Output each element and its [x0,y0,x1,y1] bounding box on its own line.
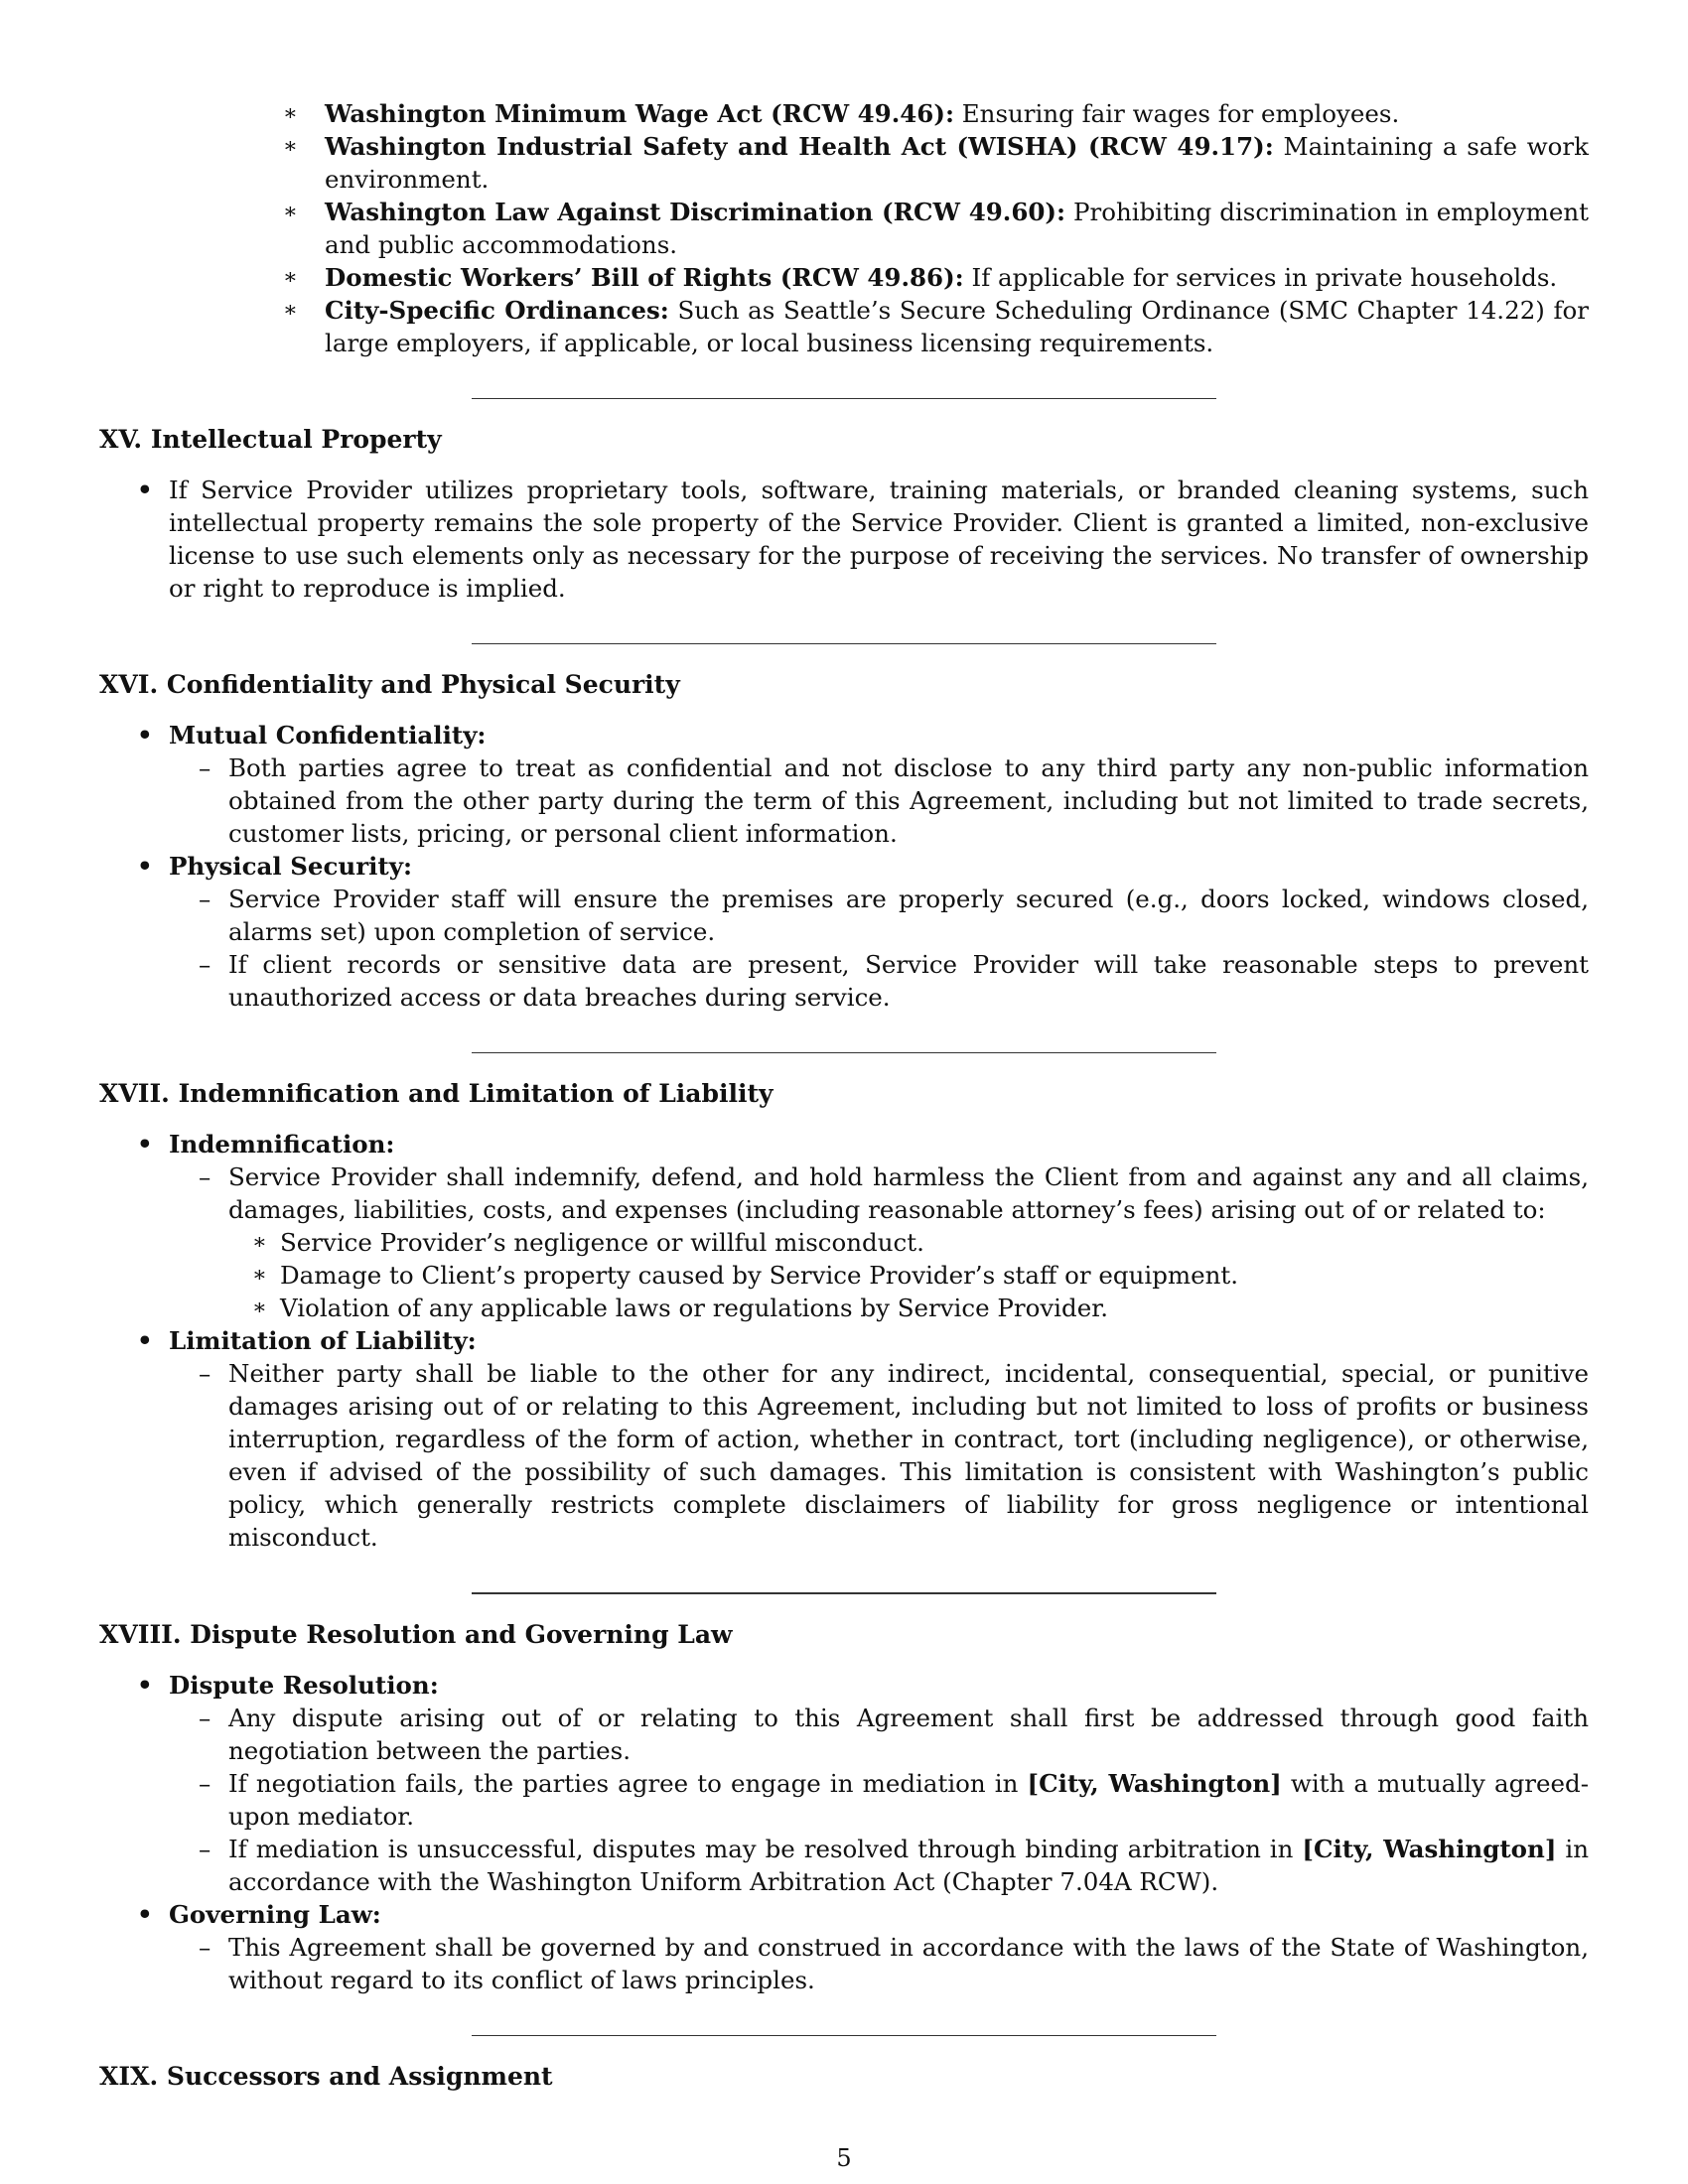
section-xvi-list [99,719,1589,1014]
list-item: ∗ Service Provider’s negligence or willful misconduct. [252,1228,924,1257]
list-item: • Limitation of Liability: – Neither party shall be liable to the other for any indirect, incidental, consequential, special, or punitive damages arising out of or relating to this Agreement, including but not limited to loss of profits or business interruption, regardless of the form of action, whether in contract, tort (including negligence), or otherwise, even if advised of the possibility of such damages. This limitation is consistent with Washington’s public policy, which generally restricts complete disclaimers of liability for gross negligence or intentional misconduct. [137,1326,1589,1552]
list-item: – Both parties agree to treat as confidential and not disclose to any third party any non-public information obtained from the other party during the term of this Agreement, including but not limited to trade secrets, customer lists, pricing, or personal client information. [199,753,1589,848]
sub-sub-list [169,1226,1589,1324]
list-item: • If Service Provider utilizes proprietary tools, software, training materials, or branded cleaning systems, such intellectual property remains the sole property of the Service Provider. Client is granted a limited, non-exclusive license to use such elements only as necessary for the purpose of receiving the services. No transfer of ownership or right to reproduce is implied. [137,476,1589,603]
list-item: • Mutual Confidentiality: – Both parties agree to treat as confidential and not disclose to any third party any non-public information obtained from the other party during the term of this Agreement, including but not limited to trade secrets, customer lists, pricing, or personal client information. [137,721,1589,848]
section-divider [472,398,1216,399]
section-heading-xviii: XVIII. Dispute Resolution and Governing Law [99,1620,733,1649]
list-item: – Neither party shall be liable to the other for any indirect, incidental, consequential, special, or punitive damages arising out of or relating to this Agreement, including but not limited to loss of profits or business interruption, regardless of the form of action, whether in contract, tort (including negligence), or otherwise, even if advised of the possibility of such damages. This limitation is consistent with Washington’s public policy, which generally restricts complete disclaimers of liability for gross negligence or intentional misconduct. [199,1359,1589,1552]
page-number: 5 [836,2144,852,2172]
list-item: • Dispute Resolution: – Any dispute arising out of or relating to this Agreement shall first be addressed through good faith negotiation between the parties. – If negotiation fails, the parties agree to engage in mediation in [City, Washington] with a mutually agreed-upon mediator. – If mediation is unsuccessful, disputes may be resolved through binding arbitration in [City, Washington] in accordance with the Washington Uniform Arbitration Act (Chapter 7.04A RCW). [137,1671,1589,1896]
list-item: ∗ Washington Minimum Wage Act (RCW 49.46): Ensuring fair wages for employees. [283,99,1400,128]
regulations-list [99,97,1589,359]
section-divider [472,1592,1216,1594]
list-item: • Indemnification: – Service Provider shall indemnify, defend, and hold harmless the Client from and against any and all claims, damages, liabilities, costs, and expenses (including reasonable attorney’s fees) arising out of or related to: ∗ Service Provider’s negligence or willful misconduct. ∗ Damage to Client’s property caused by Service Provider’s staff or equipment. ∗ Violation of any applicable laws or regulations by Service Provider. [137,1130,1589,1322]
list-item: – Service Provider staff will ensure the premises are properly secured (e.g., doors locked, windows closed, alarms set) upon completion of service. [199,885,1589,946]
section-divider [472,643,1216,644]
section-xviii-list [99,1669,1589,1996]
list-item: ∗ Damage to Client’s property caused by Service Provider’s staff or equipment. [252,1261,1239,1290]
list-item: – Any dispute arising out of or relating to this Agreement shall first be addressed through good faith negotiation between the parties. [199,1704,1589,1765]
list-item: – If mediation is unsuccessful, disputes may be resolved through binding arbitration in [City, Washington] in accordance with the Washington Uniform Arbitration Act (Chapter 7.04A RCW). [199,1835,1589,1896]
section-xv-list [99,474,1589,605]
sub-list [169,1931,1589,1996]
list-item: – If client records or sensitive data are present, Service Provider will take reasonable steps to prevent unauthorized access or data breaches during service. [199,950,1589,1012]
section-heading-xvii: XVII. Indemnification and Limitation of Liability [99,1079,774,1108]
list-item: ∗ City-Specific Ordinances: Such as Seattle’s Secure Scheduling Ordinance (SMC Chapter 14.22) for large employers, if applicable, or local business licensing requirements. [283,296,1589,357]
section-heading-xvi: XVI. Confidentiality and Physical Security [99,670,680,699]
list-item: ∗ Violation of any applicable laws or regulations by Service Provider. [252,1294,1109,1322]
list-item: ∗ Domestic Workers’ Bill of Rights (RCW 49.86): If applicable for services in private households. [283,263,1558,292]
section-xvii-list [99,1128,1589,1554]
list-item: – This Agreement shall be governed by and construed in accordance with the laws of the State of Washington, without regard to its conflict of laws principles. [199,1933,1589,1994]
sub-list [169,1357,1589,1554]
section-divider [472,1052,1216,1053]
sub-list [169,883,1589,1014]
list-item: • Physical Security: – Service Provider staff will ensure the premises are properly secured (e.g., doors locked, windows closed, alarms set) upon completion of service. – If client records or sensitive data are present, Service Provider will take reasonable steps to prevent unauthorized access or data breaches during service. [137,852,1589,1012]
list-item: ∗ Washington Law Against Discrimination (RCW 49.60): Prohibiting discrimination in employment and public accommodations. [283,198,1590,259]
sub-list [169,751,1589,850]
section-heading-xv: XV. Intellectual Property [99,425,442,454]
list-item: – If negotiation fails, the parties agree to engage in mediation in [City, Washington] with a mutually agreed-upon mediator. [199,1769,1589,1831]
sub-list [169,1160,1589,1226]
list-item: – Service Provider shall indemnify, defend, and hold harmless the Client from and against any and all claims, damages, liabilities, costs, and expenses (including reasonable attorney’s fees) arising out of or related to: [199,1162,1589,1224]
list-item: ∗ Washington Industrial Safety and Health Act (WISHA) (RCW 49.17): Maintaining a safe work environment. [283,132,1589,194]
list-item: • Governing Law: – This Agreement shall be governed by and construed in accordance with the laws of the State of Washington, without regard to its conflict of laws principles. [137,1900,1589,1994]
section-divider [472,2035,1216,2036]
section-heading-xix: XIX. Successors and Assignment [99,2062,553,2091]
document-page [99,97,1589,2093]
sub-list [169,1702,1589,1898]
